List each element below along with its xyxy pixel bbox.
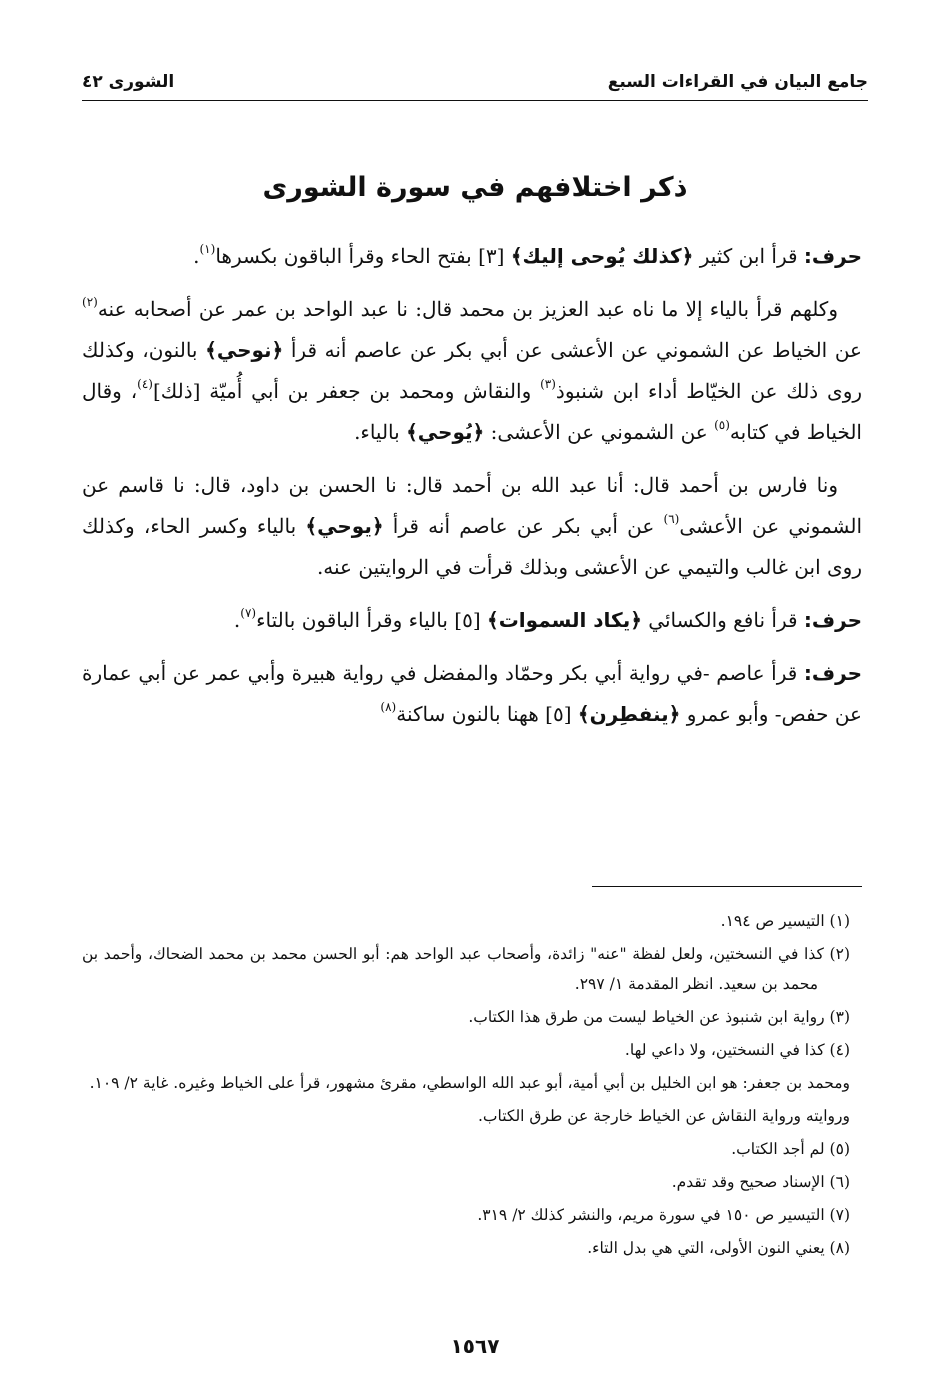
footnote-8: (٨) يعني النون الأولى، التي هي بدل التاء.: [587, 1239, 850, 1257]
running-header: [82, 66, 868, 101]
text-segment: .: [193, 244, 200, 268]
paragraph-2: [82, 289, 862, 453]
harf-label: حرف:: [803, 608, 862, 632]
quran-quote: ﴿يُوحي﴾: [406, 420, 485, 444]
footnote-separator: [592, 886, 862, 887]
page-number: ١٥٦٧: [450, 1334, 500, 1358]
paragraph-harf-3: [82, 653, 862, 735]
section-title: ذكر اختلافهم في سورة الشورى: [262, 172, 688, 203]
text-segment: [٣] بفتح الحاء وقرأ الباقون بكسرها: [215, 244, 511, 268]
text-segment: وكلهم قرأ بالياء إلا ما ناه عبد العزيز بن محمد قال: نا عبد الواحد بن عمر عن أصحابه عنه: [97, 297, 838, 321]
footnote-6: (٦) الإسناد صحيح وقد تقدم.: [671, 1173, 850, 1191]
footnote-2: (٢) كذا في النسختين، ولعل لفظة "عنه" زائدة، وأصحاب عبد الواحد هم: أبو الحسن محمد بن محمد الضحاك، وأحمد بن محمد بن سعيد. انظر المقدمة ١/ ٢٩٧.: [82, 945, 850, 993]
paragraph-harf-1: [82, 236, 862, 277]
text-segment: عن أبي بكر عن عاصم أنه قرأ: [383, 514, 664, 538]
footnote-3: (٣) رواية ابن شنبوذ عن الخياط ليست من طرق هذا الكتاب.: [468, 1008, 850, 1026]
text-segment: عن الشموني عن الأعشى:: [484, 420, 715, 444]
paragraph-harf-2: [82, 600, 862, 641]
text-segment: [٥] ههنا بالنون ساكنة: [396, 702, 578, 726]
footnote-4: (٤) كذا في النسختين، ولا داعي لها.: [624, 1041, 850, 1059]
book-title: جامع البيان في القراءات السبع: [607, 72, 868, 92]
text-segment: ونا فارس بن أحمد قال: أنا عبد الله بن أحمد قال: نا الحسن بن داود، قال: نا قاسم عن الشموني عن الأعشى: [82, 473, 863, 538]
harf-label: حرف:: [803, 661, 862, 685]
footnote-ref: (٢): [82, 295, 98, 309]
text-segment: بالياء.: [354, 420, 407, 444]
footnote-5: (٥) لم أجد الكتاب.: [731, 1140, 850, 1158]
text-segment: بالياء وكسر الحاء، وكذلك روى ابن غالب والتيمي عن الأعشى وبذلك قرأت في الروايتين عنه.: [82, 514, 862, 579]
footnote-4-continuation: ومحمد بن جعفر: هو ابن الخليل بن أبي أمية، أبو عبد الله الواسطي، مقرئ مشهور، قرأ على الخياط وغيره. غاية ٢/ ١٠٩.: [89, 1074, 850, 1092]
footnote-ref: (٣): [540, 377, 556, 391]
quran-quote: ﴿نوحي﴾: [205, 338, 284, 362]
quran-quote: ﴿يكاد السموات﴾: [486, 608, 642, 632]
text-segment: ، وقال الخياط في كتابه: [82, 379, 862, 444]
footnotes: [82, 906, 850, 1266]
text-segment: قرأ نافع والكسائي: [641, 608, 804, 632]
paragraph-3: [82, 465, 862, 588]
surah-page-label: الشورى ٤٢: [82, 72, 175, 92]
footnote-7: (٧) التيسير ص ١٥٠ في سورة مريم، والنشر كذلك ٢/ ٣١٩.: [477, 1206, 850, 1224]
quran-quote: ﴿كذلك يُوحى إليك﴾: [510, 244, 694, 268]
footnote-ref: (٦): [663, 512, 680, 526]
quran-quote: ﴿ينفطِرن﴾: [577, 702, 681, 726]
text-segment: والنقاش ومحمد بن جعفر بن أبي أُميّة [ذلك]: [152, 379, 541, 403]
text-segment: قرأ عاصم -في رواية أبي بكر وحمّاد والمفضل في رواية هبيرة وأبي عمر عن أبي عمارة عن حفص- وأبو عمرو: [82, 661, 862, 726]
footnote-4-continuation-2: وروايته ورواية النقاش عن الخياط خارجة عن طرق الكتاب.: [477, 1107, 850, 1125]
footnote-ref: (٨): [380, 700, 397, 714]
text-segment: [٥] بالياء وقرأ الباقون بالتاء: [256, 608, 487, 632]
footnote-ref: (٧): [240, 606, 257, 620]
text-segment: بالنون، وكذلك روى ذلك عن الخيّاط أداء ابن شنبوذ: [82, 338, 863, 403]
footnote-1: (١) التيسير ص ١٩٤.: [720, 912, 850, 930]
footnote-ref: (١): [199, 242, 216, 256]
main-text: [82, 236, 862, 747]
footnote-ref: (٤): [137, 377, 153, 391]
text-segment: .: [233, 608, 241, 632]
footnote-ref: (٥): [714, 418, 730, 432]
text-segment: عن الخياط عن الشموني عن الأعشى عن أبي بكر عن عاصم أنه قرأ: [283, 338, 862, 362]
harf-label: حرف:: [803, 244, 862, 268]
quran-quote: ﴿يوحي﴾: [305, 514, 384, 538]
text-segment: قرأ ابن كثير: [693, 244, 804, 268]
